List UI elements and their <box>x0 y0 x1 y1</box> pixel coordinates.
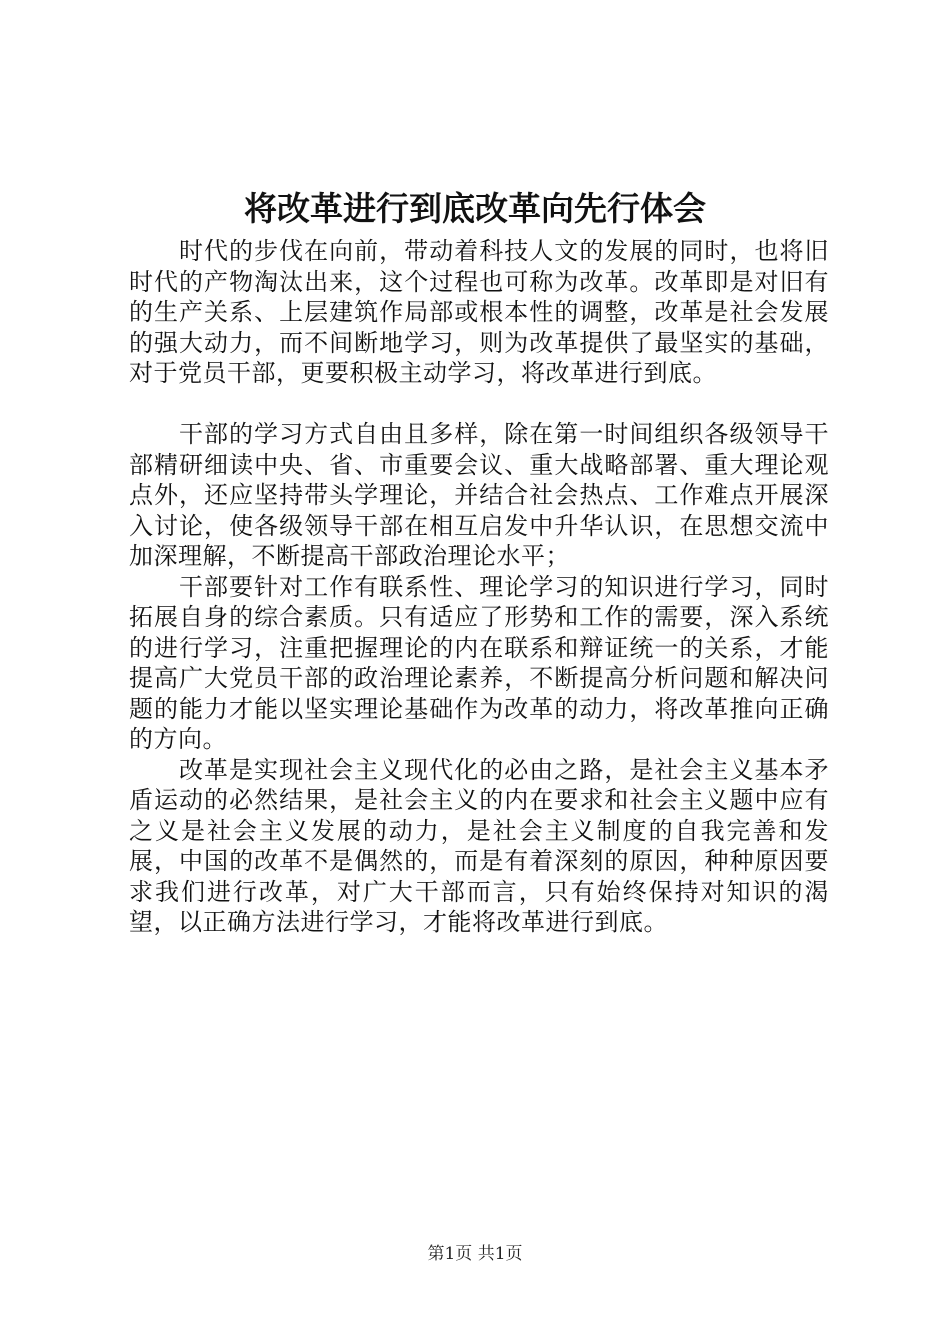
body-paragraph: 时代的步伐在向前，带动着科技人文的发展的同时，也将旧时代的产物淘汰出来，这个过程也可称为改革。改革即是对旧有的生产关系、上层建筑作局部或根本性的调整，改革是社会发展的强大动力，而不间断地学习，则为改革提供了最坚实的基础，对于党员干部，更要积极主动学习，将改革进行到底。 <box>129 237 829 387</box>
main-section <box>129 419 829 938</box>
page-footer: 第1页 共1页 <box>427 1244 523 1264</box>
body-paragraph: 干部要针对工作有联系性、理论学习的知识进行学习，同时拓展自身的综合素质。只有适应了形势和工作的需要，深入系统的进行学习，注重把握理论的内在联系和辩证统一的关系，才能提高广大党员干部的政治理论素养，不断提高分析问题和解决问题的能力才能以坚实理论基础作为改革的动力，将改革推向正确的方向。 <box>129 572 829 753</box>
body-paragraph: 干部的学习方式自由且多样，除在第一时间组织各级领导干部精研细读中央、省、市重要会议、重大战略部署、重大理论观点外，还应坚持带头学理论，并结合社会热点、工作难点开展深入讨论，使各级领导干部在相互启发中升华认识，在思想交流中加深理解，不断提高干部政治理论水平； <box>129 420 829 570</box>
body-paragraph: 改革是实现社会主义现代化的必由之路，是社会主义基本矛盾运动的必然结果，是社会主义的内在要求和社会主义题中应有之义是社会主义发展的动力，是社会主义制度的自我完善和发展，中国的改革不是偶然的，而是有着深刻的原因，种种原因要求我们进行改革，对广大干部而言，只有始终保持对知识的渴望，以正确方法进行学习，才能将改革进行到底。 <box>129 755 829 936</box>
intro-section <box>129 236 829 389</box>
document-title: 将改革进行到底改革向先行体会 <box>244 189 706 228</box>
